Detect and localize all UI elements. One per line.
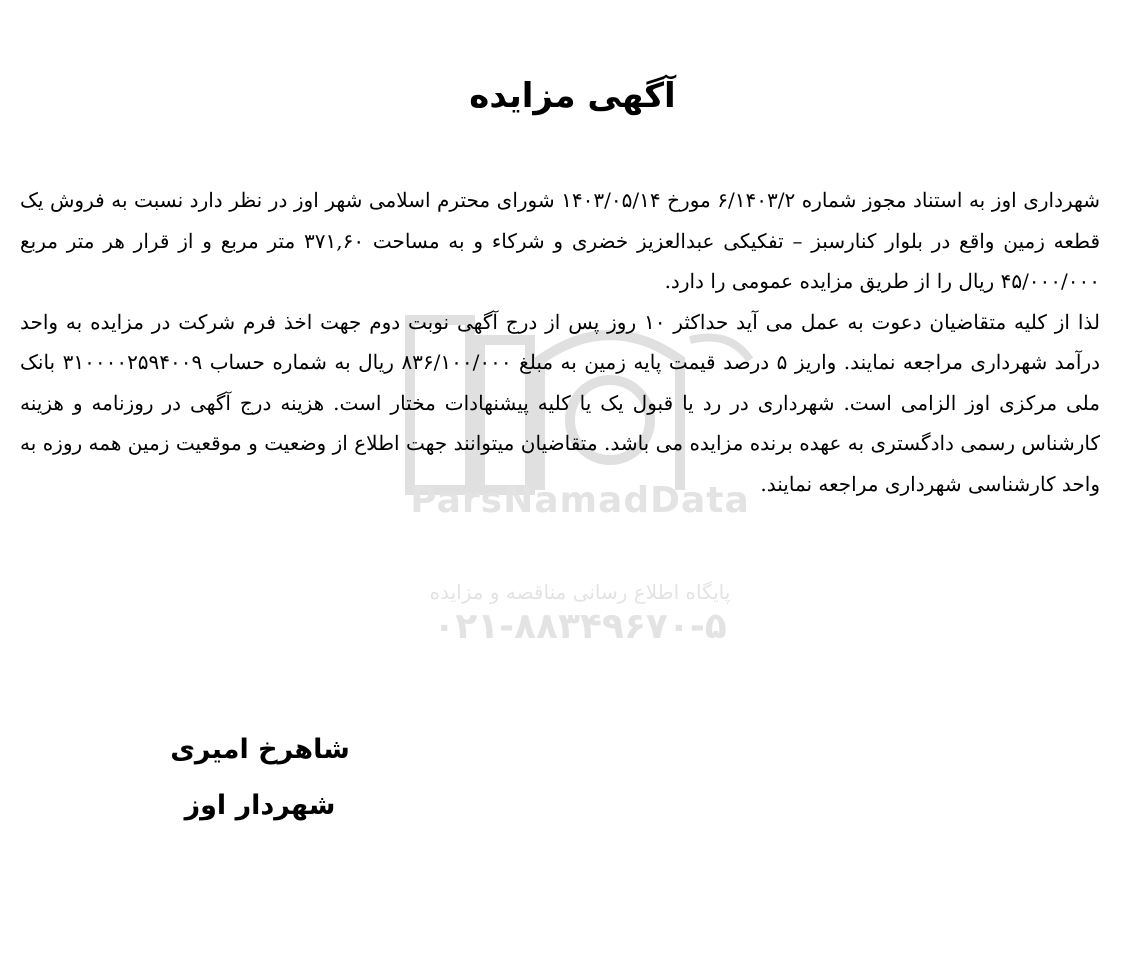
- signature-block: [90, 722, 430, 834]
- watermark-caption: پایگاه اطلاع رسانی مناقصه و مزایده: [429, 580, 731, 604]
- signature-name: شاهرخ امیری: [170, 734, 350, 765]
- notice-body: [20, 180, 1100, 504]
- notice-paragraph-2: لذا از کلیه متقاضیان دعوت به عمل می آید حداکثر ۱۰ روز پس از درج آگهی نوبت دوم جهت اخذ فرم شرکت در مزایده به واحد درآمد شهرداری مراجعه نمایند. واریز ۵ درصد قیمت پایه زمین به مبلغ ۸۳۶/۱۰۰/۰۰۰ ریال به شماره حساب ۳۱۰۰۰۰۲۵۹۴۰۰۹ بانک ملی مرکزی اوز الزامی است. شهرداری در رد یا قبول یک یا کلیه پیشنهادات مختار است. هزینه درج آگهی در روزنامه و هزینه کارشناس رسمی دادگستری به عهده برنده مزایده می باشد. متقاضیان میتوانند جهت اطلاع از وضعیت و موقعیت زمین همه روزه به واحد کارشناسی شهرداری مراجعه نمایند.: [20, 309, 1101, 496]
- notice-title: آگهی مزایده: [469, 76, 676, 116]
- notice-paragraph-1: شهرداری اوز به استناد مجوز شماره ۶/۱۴۰۳/۲ مورخ ۱۴۰۳/۰۵/۱۴ شورای محترم اسلامی شهر اوز در نظر دارد نسبت به فروش یک قطعه زمین واقع در بلوار کنارسبز – تفکیکی عبدالعزیز خضری و شرکاء و به مساحت ۳۷۱,۶۰ متر مربع و از قرار هر متر مربع ۴۵/۰۰۰/۰۰۰ ریال را از طریق مزایده عمومی را دارد.: [20, 188, 1101, 293]
- signature-position: شهردار اوز: [184, 790, 336, 821]
- watermark-site-text: ParsNamadData: [410, 480, 750, 521]
- watermark-phone: ۰۲۱-۸۸۳۴۹۶۷۰-۵: [433, 606, 727, 647]
